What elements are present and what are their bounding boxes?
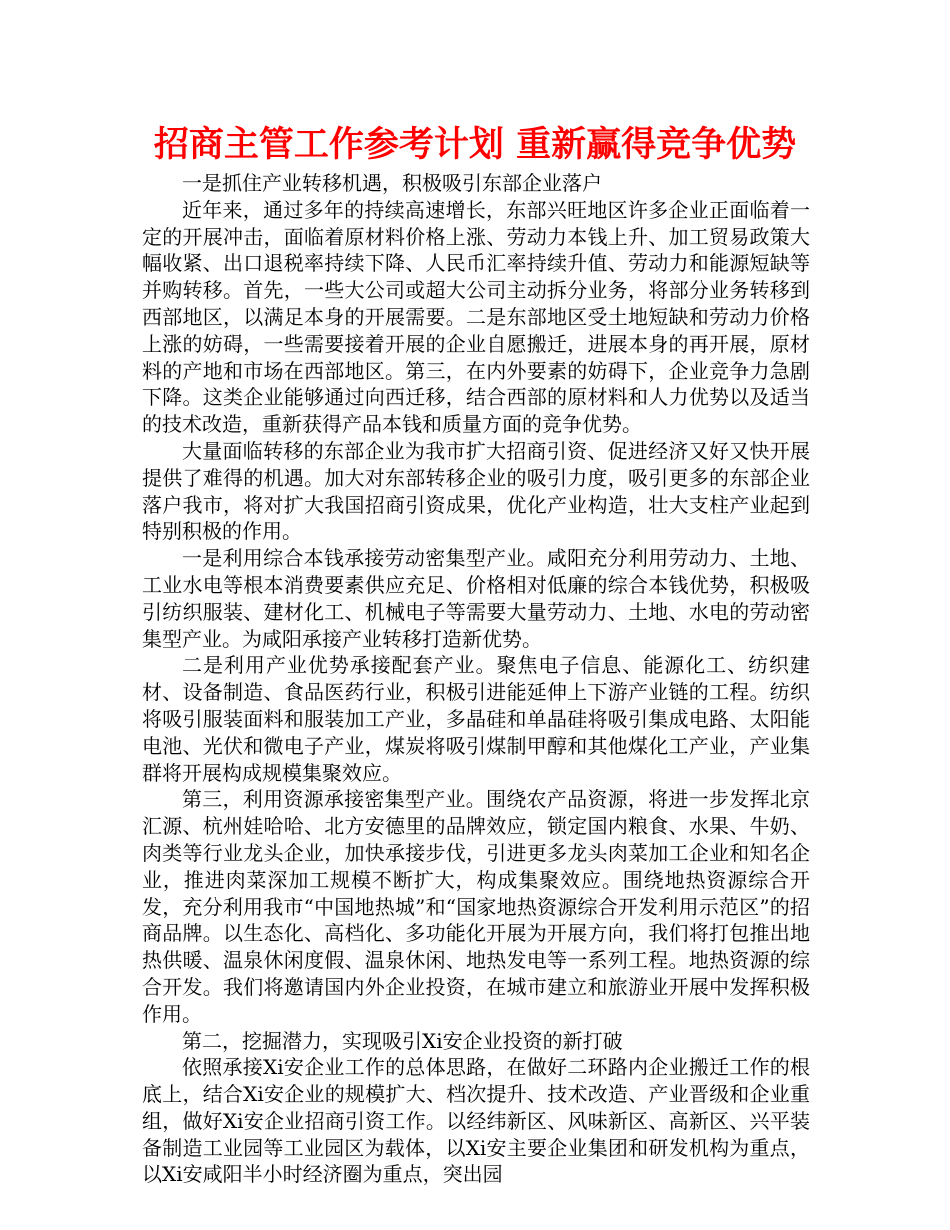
document-body bbox=[142, 170, 810, 1188]
paragraph: 依照承接Xi安企业工作的总体思路，在做好二环路内企业搬迁工作的根底上，结合Xi安企业的规模扩大、档次提升、技术改造、产业晋级和企业重组，做好Xi安企业招商引资工作。以经纬新区、风味新区、高新区、兴平装备制造工业园等工业园区为载体，以Xi安主要企业集团和研发机构为重点，以Xi安咸阳半小时经济圈为重点，突出园 bbox=[142, 1055, 810, 1187]
paragraph-heading-1: 一是抓住产业转移机遇，积极吸引东部企业落户 bbox=[182, 171, 602, 195]
paragraph-heading-2: 第二，挖掘潜力，实现吸引Xi安企业投资的新打破 bbox=[182, 1028, 623, 1053]
paragraph: 第三，利用资源承接密集型产业。围绕农产品资源，将进一步发挥北京汇源、杭州娃哈哈、北方安德里的品牌效应，锁定国内粮食、水果、牛奶、肉类等行业龙头企业，加快承接步伐，引进更多龙头肉菜加工企业和知名企业，推进肉菜深加工规模不断扩大，构成集聚效应。围绕地热资源综合开发，充分利用我市“中国地热城”和“国家地热资源综合开发利用示范区”的招商品牌。以生态化、高档化、多功能化开展为开展方向，我们将打包推出地热供暖、温泉休闲度假、温泉休闲、地热发电等一系列工程。地热资源的综合开发。我们将邀请国内外企业投资，在城市建立和旅游业开展中发挥积极作用。 bbox=[142, 787, 810, 1026]
paragraph: 一是利用综合本钱承接劳动密集型产业。咸阳充分利用劳动力、土地、工业水电等根本消费要素供应充足、价格相对低廉的综合本钱优势，积极吸引纺织服装、建材化工、机械电子等需要大量劳动力、土地、水电的劳动密集型产业。为咸阳承接产业转移打造新优势。 bbox=[142, 546, 810, 651]
paragraph: 近年来，通过多年的持续高速增长，东部兴旺地区许多企业正面临着一定的开展冲击，面临着原材料价格上涨、劳动力本钱上升、加工贸易政策大幅收紧、出口退税率持续下降、人民币汇率持续升值、劳动力和能源短缺等并购转移。首先，一些大公司或超大公司主动拆分业务，将部分业务转移到西部地区，以满足本身的开展需要。二是东部地区受土地短缺和劳动力价格上涨的妨碍，一些需要接着开展的企业自愿搬迁，进展本身的再开展，原材料的产地和市场在西部地区。第三，在内外要素的妨碍下，企业竞争力急剧下降。这类企业能够通过向西迁移，结合西部的原材料和人力优势以及适当的技术改造，重新获得产品本钱和质量方面的竞争优势。 bbox=[142, 197, 810, 437]
paragraph: 二是利用产业优势承接配套产业。聚焦电子信息、能源化工、纺织建材、设备制造、食品医药行业，积极引进能延伸上下游产业链的工程。纺织将吸引服装面料和服装加工产业，多晶硅和单晶硅将吸引集成电路、太阳能电池、光伏和微电子产业，煤炭将吸引煤制甲醇和其他煤化工产业，产业集群将开展构成规模集聚效应。 bbox=[142, 653, 810, 785]
paragraph: 大量面临转移的东部企业为我市扩大招商引资、促进经济又好又快开展提供了难得的机遇。加大对东部转移企业的吸引力度，吸引更多的东部企业落户我市，将对扩大我国招商引资成果，优化产业构造，壮大支柱产业起到特别积极的作用。 bbox=[142, 438, 810, 544]
document-title: 招商主管工作参考计划 重新赢得竞争优势 bbox=[153, 125, 797, 165]
